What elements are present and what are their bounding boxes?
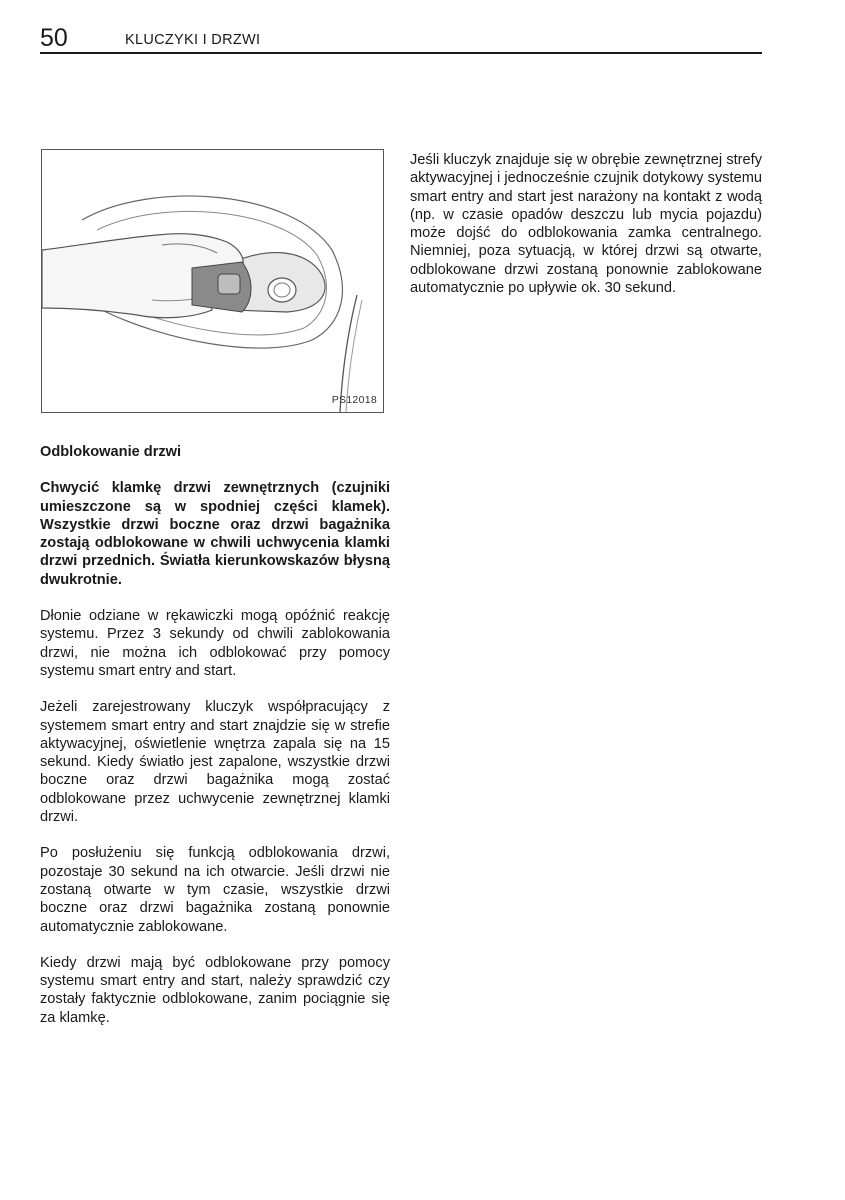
body-paragraph: Kiedy drzwi mają być odblokowane przy pomocy systemu smart entry and start, należy sprawdzić czy zostały faktycznie odblokowane, zanim pociągnie się za klamkę. bbox=[40, 954, 390, 1026]
body-paragraph: Dłonie odziane w rękawiczki mogą opóźnić reakcję systemu. Przez 3 sekundy od chwili zablokowania drzwi, nie można ich odblokować przy pomocy systemu smart entry and start. bbox=[40, 608, 390, 679]
body-paragraph: Po posłużeniu się funkcją odblokowania drzwi, pozostaje 30 sekund na ich otwarcie. Jeśli drzwi nie zostaną otwarte w tym czasie, wszystkie drzwi boczne oraz drzwi bagażnika zostaną ponownie automatycznie zablokowane. bbox=[40, 845, 390, 935]
hand-gripping-door-handle-drawing bbox=[42, 150, 384, 413]
section-title: KLUCZYKI I DRZWI bbox=[125, 32, 261, 48]
water-warning-paragraph: Jeśli kluczyk znajduje się w obrębie zewnętrznej strefy aktywacyjnej i jednocześnie czujnik dotykowy systemu smart entry and start jest narażony na kontakt z wodą (np. w czasie opadów deszczu lub mycia pojazdu) może dojść do odblokowania zamka centralnego. Niemniej, poza sytuacją, w której drzwi są otwarte, odblokowane drzwi zostaną ponownie zablokowane automatycznie po upływie ok. 30 sekund. bbox=[410, 152, 762, 297]
figure-code: PS12018 bbox=[331, 394, 377, 406]
instruction-paragraph: Chwycić klamkę drzwi zewnętrznych (czujniki umieszczone są w spodniej części klamek). Wszystkie drzwi boczne oraz drzwi bagażnika zostają odblokowane w chwili uchwycenia klamki drzwi przednich. Światła kierunkowskazów błysną dwukrotnie. bbox=[40, 480, 390, 588]
door-handle-illustration bbox=[41, 149, 384, 413]
subheading: Odblokowanie drzwi bbox=[40, 444, 182, 460]
right-column bbox=[410, 151, 762, 297]
page-number: 50 bbox=[40, 24, 68, 52]
page-header bbox=[40, 26, 762, 54]
body-paragraph: Jeżeli zarejestrowany kluczyk współpracujący z systemem smart entry and start znajdzie się w strefie aktywacyjnej, oświetlenie wnętrza zapala się na 15 sekund. Kiedy światło jest zapalone, wszystkie drzwi boczne oraz drzwi bagażnika mogą zostać odblokowane przez uchwycenie zewnętrznej klamki drzwi. bbox=[40, 699, 390, 826]
left-column bbox=[40, 443, 390, 1027]
